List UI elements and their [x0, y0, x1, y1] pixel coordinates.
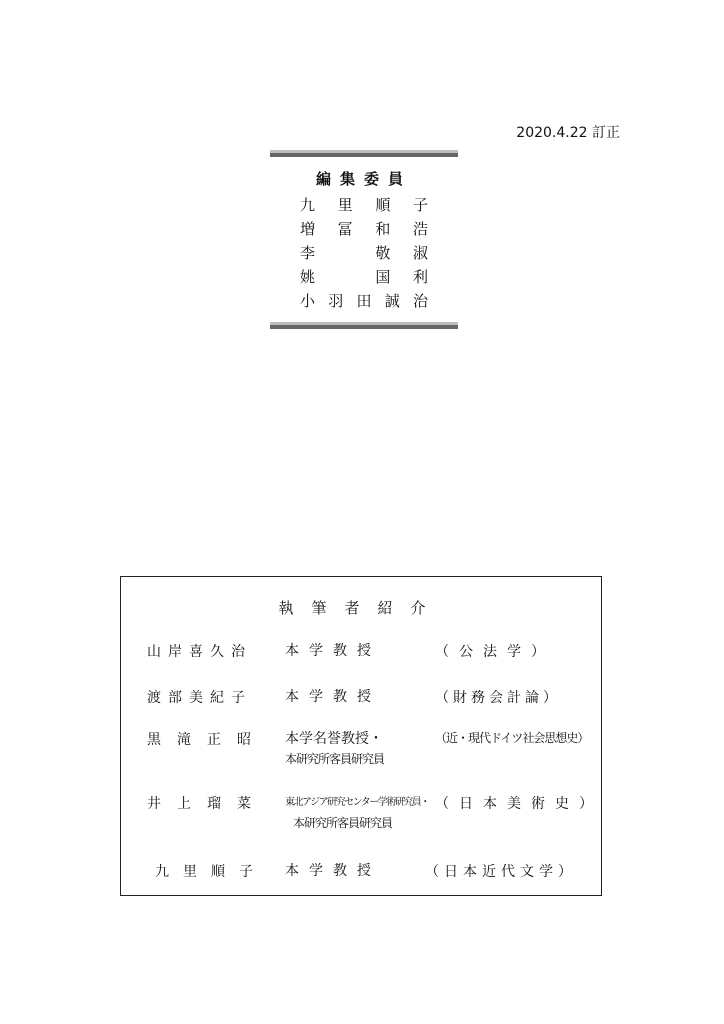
correction-date-note: 2020.4.22 訂正	[516, 125, 620, 141]
editor-name-char: 里	[337, 196, 353, 214]
contributor-name: 渡部美紀子	[147, 690, 252, 706]
editor-name-char: 和	[375, 220, 391, 238]
editor-name-char: 浩	[412, 220, 428, 238]
editor-name-char: 敬	[375, 244, 391, 262]
editor-name-char: 姚	[300, 268, 316, 286]
contributor-name: 黒滝正昭	[147, 732, 267, 748]
editor-name-char: 増	[300, 220, 316, 238]
contributor-field: （公法学）	[435, 644, 555, 660]
editor-name	[300, 241, 428, 265]
editor-name-char: 李	[300, 244, 316, 262]
editor-name-char: 利	[412, 268, 428, 286]
editor-name-char	[338, 265, 353, 289]
editor-name-char: 小	[300, 292, 316, 310]
contributor-name: 井上瑠菜	[147, 796, 267, 812]
contributor-position-line2: 本研究所客員研究員	[293, 816, 393, 830]
editor-name-char: 九	[300, 196, 316, 214]
editor-name-char: 国	[375, 268, 391, 286]
contributor-position-line1: 東北アジア研究センター学術研究員・	[285, 797, 429, 808]
editor-name-char: 子	[412, 196, 428, 214]
contributor-position: 本学教授	[285, 863, 381, 879]
contributor-field: （日本近代文学）	[425, 864, 577, 880]
editor-name	[300, 193, 428, 217]
editor-name-char: 冨	[337, 220, 353, 238]
editor-name-char: 誠	[384, 292, 400, 310]
contributors-box	[120, 576, 602, 896]
contributor-position: 本学教授	[285, 643, 381, 659]
contributor-field: （日本美術史）	[435, 796, 603, 812]
contributor-field: （財務会計論）	[435, 690, 561, 706]
editor-name-char	[338, 241, 353, 265]
editor-name-char: 淑	[412, 244, 428, 262]
contributor-position-line2: 本研究所客員研究員	[285, 752, 385, 766]
bottom-double-rule	[270, 322, 458, 329]
contributor-position	[285, 793, 429, 833]
editor-name-char: 順	[375, 196, 391, 214]
contributor-position: 本学教授	[285, 689, 381, 705]
contributor-name: 山岸喜久治	[147, 644, 252, 660]
contributor-position	[285, 729, 384, 769]
contributor-name: 九里順子	[155, 864, 267, 880]
editorial-committee-heading: 編集委員	[315, 170, 412, 188]
editor-name-char: 治	[412, 292, 428, 310]
editor-name-char: 田	[356, 292, 372, 310]
top-double-rule	[270, 150, 458, 157]
editor-name	[300, 289, 428, 313]
editor-name	[300, 265, 428, 289]
editorial-committee-block	[300, 168, 428, 313]
contributor-position-line1: 本学名誉教授・	[285, 731, 383, 747]
editor-name	[300, 217, 428, 241]
contributor-field: （近・現代ドイツ社会思想史）	[435, 731, 589, 745]
contributors-heading: 執筆者紹介	[278, 599, 444, 617]
editor-name-char: 羽	[328, 292, 344, 310]
